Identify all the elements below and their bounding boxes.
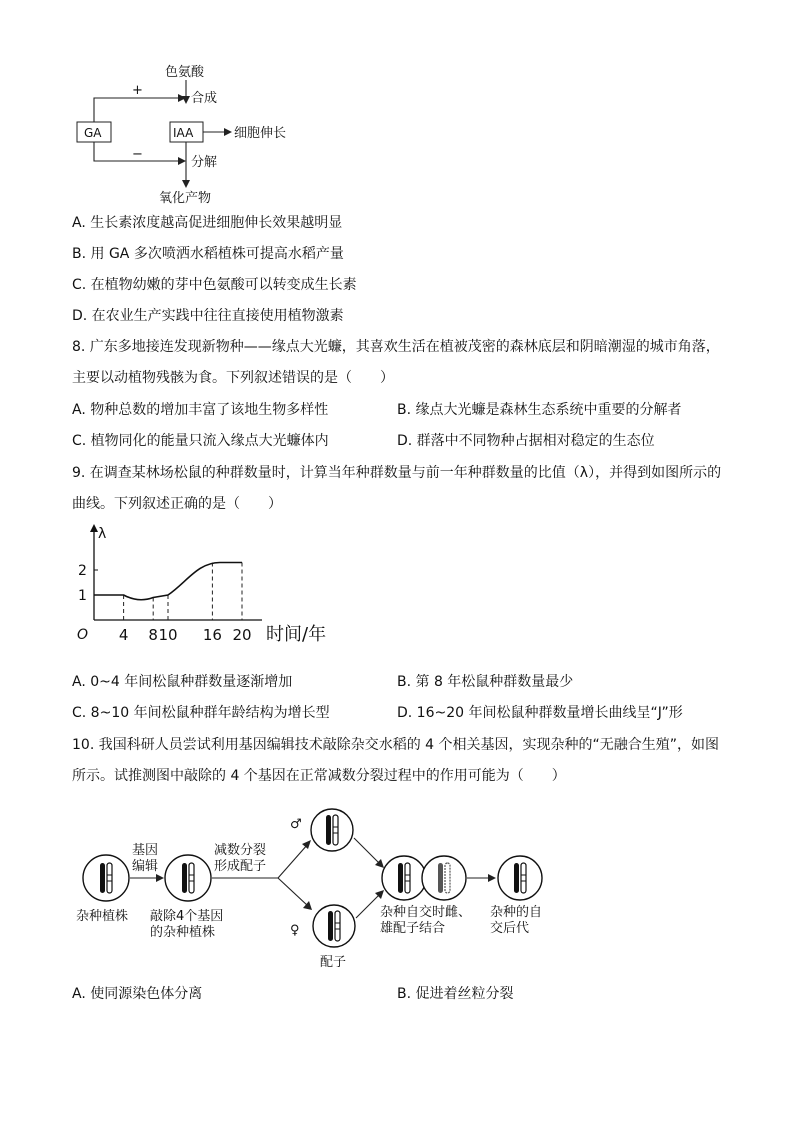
q10-stem-line2: 所示。试推测图中敲除的 4 个基因在正常减数分裂过程中的作用可能为（ ） <box>72 768 566 784</box>
knockout-plant-cell <box>165 855 211 901</box>
meiosis-label-1: 减数分裂 <box>214 843 267 858</box>
q7-option-c: C. 在植物幼嫩的芽中色氨酸可以转变成生长素 <box>72 277 357 293</box>
hybrid-plant-cell <box>83 855 129 901</box>
q9-option-c: C. 8~10 年间松鼠种群年龄结构为增长型 <box>72 705 330 721</box>
y-tick-label: 1 <box>78 588 87 604</box>
female-symbol: ♀ <box>290 923 300 938</box>
x-tick-label: 20 <box>232 626 252 644</box>
q10-option-a: A. 使同源染色体分离 <box>72 986 203 1002</box>
knockout-label-1: 敲除4个基因 <box>150 909 224 924</box>
q9-stem-line1: 9. 在调查某林场松鼠的种群数量时，计算当年种群数量与前一年种群数量的比值（λ），并得到如图所示的 <box>72 465 722 481</box>
decompose-label: 分解 <box>191 155 218 170</box>
cell-growth-label: 细胞伸长 <box>234 126 287 141</box>
minus-sign: − <box>132 147 143 162</box>
q9-stem-line2: 曲线。下列叙述正确的是（ ） <box>72 496 282 512</box>
male-symbol: ♂ <box>290 817 302 832</box>
female-gamete-cell <box>313 905 355 947</box>
plus-sign: + <box>132 83 143 98</box>
q7-option-a: A. 生长素浓度越高促进细胞伸长效果越明显 <box>72 215 343 231</box>
gene-edit-label-2: 编辑 <box>132 859 159 874</box>
q8-option-d: D. 群落中不同物种占据相对稳定的生态位 <box>397 433 655 449</box>
apomixis-diagram <box>70 798 570 973</box>
q7-option-b: B. 用 GA 多次喷洒水稻植株可提高水稻产量 <box>72 246 344 262</box>
q10-option-b: B. 促进着丝粒分裂 <box>397 986 514 1002</box>
lambda-chart <box>70 520 350 650</box>
oxidation-product-label: 氧化产物 <box>159 191 212 206</box>
selfing-label-2: 雄配子结合 <box>380 921 446 936</box>
y-axis-arrow <box>90 524 98 532</box>
q9-option-a: A. 0~4 年间松鼠种群数量逐渐增加 <box>72 674 293 690</box>
meiosis-label-2: 形成配子 <box>214 859 267 874</box>
q9-option-b: B. 第 8 年松鼠种群数量最少 <box>397 674 574 690</box>
knockout-label-2: 的杂种植株 <box>150 925 216 940</box>
q8-option-c: C. 植物同化的能量只流入缘点大光蠊体内 <box>72 433 329 449</box>
fusion-cell-left <box>382 856 426 900</box>
offspring-label-2: 交后代 <box>490 921 530 936</box>
synthesis-label: 合成 <box>191 91 218 106</box>
q9-option-d: D. 16~20 年间松鼠种群数量增长曲线呈“J”形 <box>397 705 683 721</box>
iaa-label: IAA <box>173 126 194 140</box>
x-tick-label: 10 <box>158 626 178 644</box>
q10-stem-line1: 10. 我国科研人员尝试利用基因编辑技术敲除杂交水稻的 4 个相关基因，实现杂种的“无融合生殖”，如图 <box>72 737 720 753</box>
offspring-cell <box>498 856 542 900</box>
selfing-label-1: 杂种自交时雌、 <box>380 905 472 920</box>
male-gamete-cell <box>311 809 353 851</box>
x-tick-label: 8 <box>148 626 158 644</box>
ga-label: GA <box>84 126 102 140</box>
q7-option-d: D. 在农业生产实践中往往直接使用植物激素 <box>72 308 344 324</box>
q8-stem-line2: 主要以动植物残骸为食。下列叙述错误的是（ ） <box>72 370 394 386</box>
y-tick-label: 2 <box>78 563 87 579</box>
origin-label: O <box>77 627 89 643</box>
x-tick-label: 4 <box>118 626 129 644</box>
tryptophan-label: 色氨酸 <box>165 65 205 80</box>
gamete-label: 配子 <box>320 955 347 970</box>
q8-stem-line1: 8. 广东多地接连发现新物种——缘点大光蠊，其喜欢生活在植被茂密的森林底层和阴暗潮湿的城市角落， <box>72 339 720 355</box>
offspring-label-1: 杂种的自 <box>490 905 543 920</box>
x-tick-label: 16 <box>202 626 222 644</box>
q8-option-a: A. 物种总数的增加丰富了该地生物多样性 <box>72 402 329 418</box>
y-axis-label: λ <box>98 526 107 542</box>
gene-edit-label-1: 基因 <box>132 843 159 858</box>
hormone-diagram <box>70 60 310 208</box>
fusion-cell-right <box>422 856 466 900</box>
hybrid-plant-label: 杂种植株 <box>76 909 129 924</box>
lambda-curve <box>94 563 242 600</box>
x-axis-label: 时间/年 <box>266 624 327 645</box>
q8-option-b: B. 缘点大光蠊是森林生态系统中重要的分解者 <box>397 402 682 418</box>
